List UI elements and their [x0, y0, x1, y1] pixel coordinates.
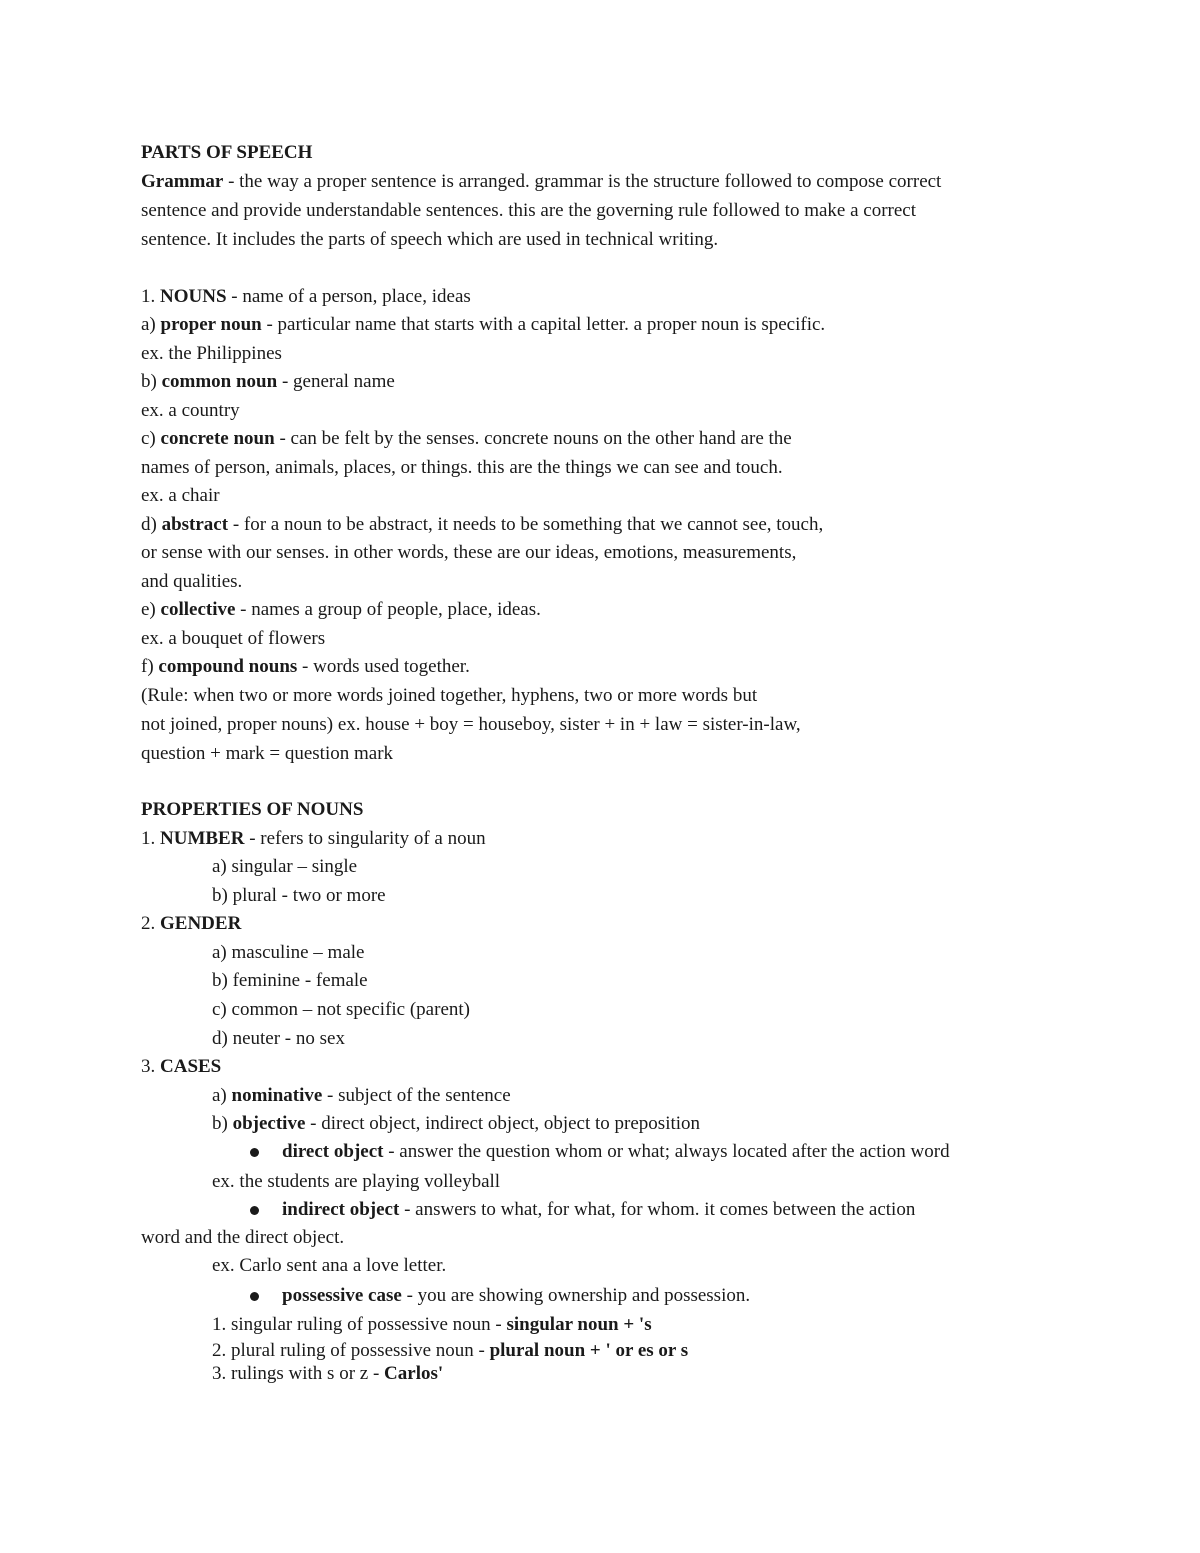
- compound-noun-rule-2: not joined, proper nouns) ex. house + boy = houseboy, sister + in + law = sister-in-law,: [141, 714, 801, 735]
- intro-line-2: sentence and provide understandable sentences. this are the governing rule followed to make a correct: [141, 200, 917, 221]
- collective-noun-example: ex. a bouquet of flowers: [141, 628, 326, 649]
- indirect-object-line-2: word and the direct object.: [141, 1227, 345, 1248]
- indirect-object-example: ex. Carlo sent ana a love letter.: [212, 1255, 447, 1276]
- common-noun-line: b) common noun - general name: [141, 371, 395, 392]
- abstract-noun-line-2: or sense with our senses. in other words, these are our ideas, emotions, measurements,: [141, 542, 797, 563]
- cases-heading: 3. CASES: [141, 1056, 222, 1077]
- indirect-object-line: indirect object - answers to what, for what, for whom. it comes between the action: [282, 1199, 916, 1220]
- properties-title: PROPERTIES OF NOUNS: [141, 799, 364, 820]
- abstract-noun-line: d) abstract - for a noun to be abstract, it needs to be something that we cannot see, touch,: [141, 514, 824, 535]
- common-noun-example: ex. a country: [141, 400, 240, 421]
- possessive-rule: 1. singular ruling of possessive noun - singular noun + 's: [212, 1314, 652, 1335]
- number-heading: 1. NUMBER - refers to singularity of a noun: [141, 828, 486, 849]
- gender-item: b) feminine - female: [212, 970, 368, 991]
- bullet-icon: [250, 1148, 259, 1157]
- gender-heading: 2. GENDER: [141, 913, 242, 934]
- gender-item: d) neuter - no sex: [212, 1028, 345, 1049]
- nouns-heading: 1. NOUNS - name of a person, place, ideas: [141, 286, 471, 307]
- collective-noun-line: e) collective - names a group of people, place, ideas.: [141, 599, 541, 620]
- objective-line: b) objective - direct object, indirect object, object to preposition: [212, 1113, 701, 1134]
- nominative-line: a) nominative - subject of the sentence: [212, 1085, 511, 1106]
- bullet-icon: [250, 1292, 259, 1301]
- proper-noun-example: ex. the Philippines: [141, 343, 282, 364]
- possessive-rule: 2. plural ruling of possessive noun - plural noun + ' or es or s: [212, 1340, 689, 1361]
- gender-item: c) common – not specific (parent): [212, 999, 470, 1020]
- number-item: a) singular – single: [212, 856, 358, 877]
- direct-object-line: direct object - answer the question whom or what; always located after the action word: [282, 1141, 950, 1162]
- concrete-noun-line: c) concrete noun - can be felt by the senses. concrete nouns on the other hand are the: [141, 428, 792, 449]
- proper-noun-line: a) proper noun - particular name that starts with a capital letter. a proper noun is specific.: [141, 314, 826, 335]
- compound-noun-rule-1: (Rule: when two or more words joined together, hyphens, two or more words but: [141, 685, 758, 706]
- intro-line-3: sentence. It includes the parts of speech which are used in technical writing.: [141, 229, 719, 250]
- number-item: b) plural - two or more: [212, 885, 386, 906]
- abstract-noun-line-3: and qualities.: [141, 571, 243, 592]
- document-title: PARTS OF SPEECH: [141, 142, 313, 163]
- compound-noun-rule-3: question + mark = question mark: [141, 743, 394, 764]
- intro-line-1: Grammar - the way a proper sentence is arranged. grammar is the structure followed to compose correct: [141, 171, 942, 192]
- concrete-noun-line-2: names of person, animals, places, or things. this are the things we can see and touch.: [141, 457, 783, 478]
- concrete-noun-example: ex. a chair: [141, 485, 220, 506]
- direct-object-example: ex. the students are playing volleyball: [212, 1171, 501, 1192]
- possessive-rule: 3. rulings with s or z - Carlos': [212, 1363, 444, 1384]
- compound-noun-line: f) compound nouns - words used together.: [141, 656, 470, 677]
- possessive-case-line: possessive case - you are showing ownership and possession.: [282, 1285, 751, 1306]
- gender-item: a) masculine – male: [212, 942, 365, 963]
- bullet-icon: [250, 1206, 259, 1215]
